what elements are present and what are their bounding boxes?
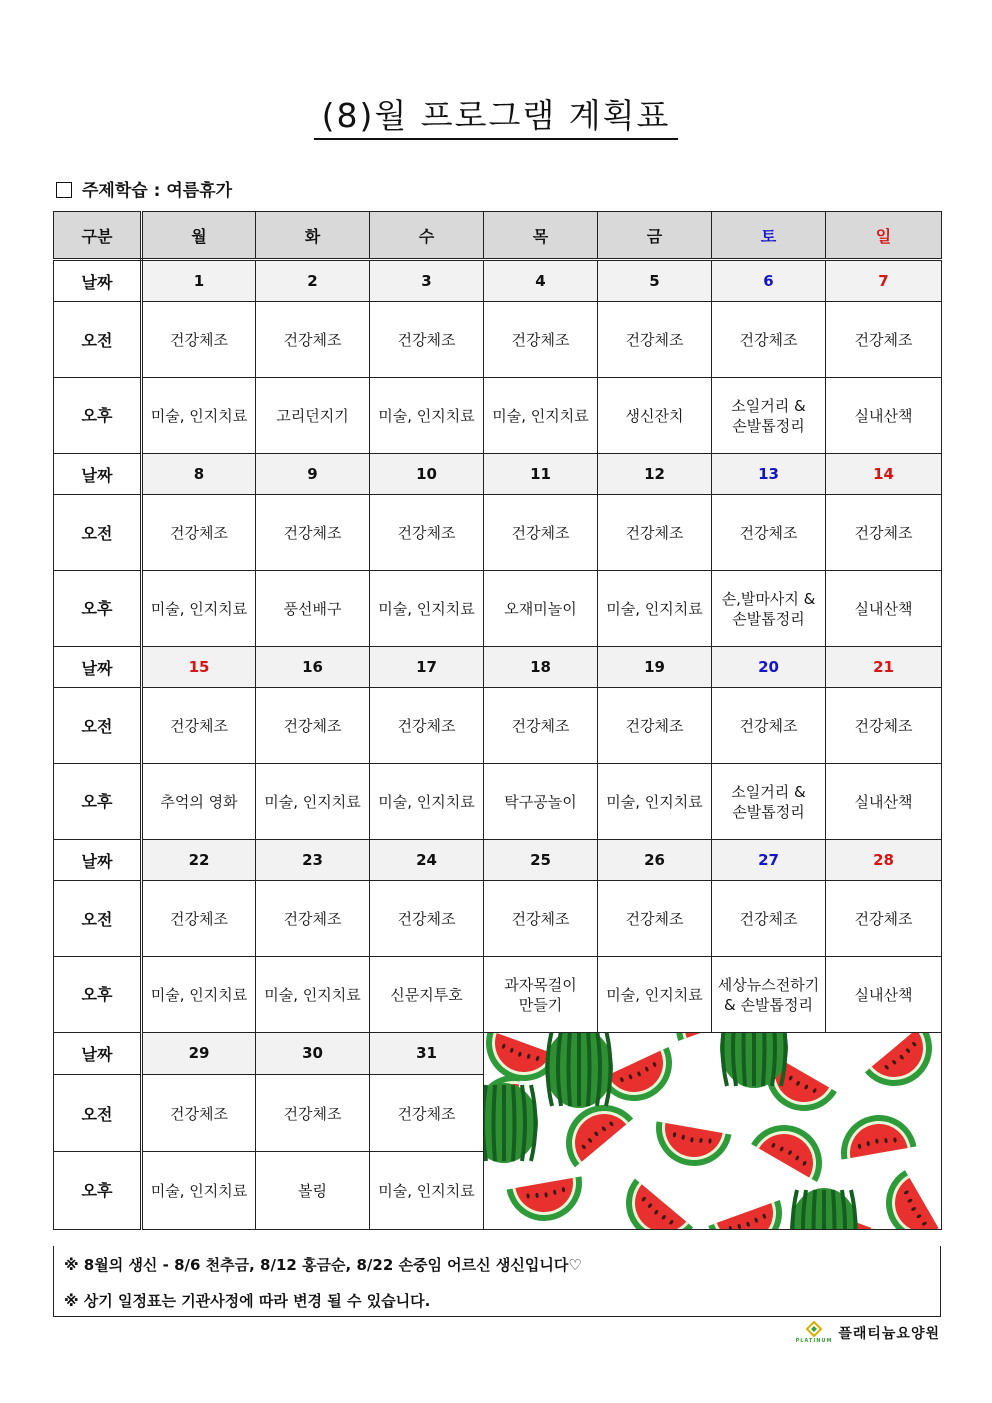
- am-activity: 건강체조: [712, 688, 826, 764]
- am-activity: 건강체조: [484, 688, 598, 764]
- am-activity: 건강체조: [256, 495, 370, 571]
- am-row: [54, 688, 942, 764]
- pm-activity: 소일거리 & 손발톱정리: [712, 378, 826, 454]
- date-cell: 1: [142, 260, 256, 302]
- date-cell: 31: [370, 1033, 484, 1075]
- date-cell: 14: [826, 454, 942, 495]
- date-cell: 28: [826, 840, 942, 881]
- am-activity: 건강체조: [142, 302, 256, 378]
- date-cell: 13: [712, 454, 826, 495]
- am-activity: 건강체조: [598, 302, 712, 378]
- header-day: 월: [142, 212, 256, 260]
- am-activity: 건강체조: [256, 688, 370, 764]
- header-day: 수: [370, 212, 484, 260]
- pm-label: 오후: [54, 764, 142, 840]
- pm-activity: 미술, 인지치료: [370, 764, 484, 840]
- date-cell: 19: [598, 647, 712, 688]
- date-label: 날짜: [54, 260, 142, 302]
- date-cell: 17: [370, 647, 484, 688]
- watermelon-image: [484, 1033, 942, 1230]
- header-day: 일: [826, 212, 942, 260]
- pm-label: 오후: [54, 1152, 142, 1230]
- header-label: 구분: [54, 212, 142, 260]
- pm-activity: 실내산책: [826, 957, 942, 1033]
- pm-row: [54, 378, 942, 454]
- pm-activity: 미술, 인지치료: [598, 957, 712, 1033]
- date-label: 날짜: [54, 647, 142, 688]
- date-cell: 3: [370, 260, 484, 302]
- am-activity: 건강체조: [826, 881, 942, 957]
- date-cell: 8: [142, 454, 256, 495]
- pm-activity: 볼링: [256, 1152, 370, 1230]
- date-cell: 5: [598, 260, 712, 302]
- am-row: [54, 881, 942, 957]
- date-cell: 10: [370, 454, 484, 495]
- pm-activity: 과자목걸이 만들기: [484, 957, 598, 1033]
- theme-text: 주제학습 : 여름휴가: [82, 181, 233, 201]
- pm-activity: 고리던지기: [256, 378, 370, 454]
- am-activity: 건강체조: [256, 1074, 370, 1152]
- header-day: 토: [712, 212, 826, 260]
- change-notice: ※ 상기 일정표는 기관사정에 따라 변경 될 수 있습니다.: [64, 1292, 431, 1310]
- date-cell: 30: [256, 1033, 370, 1075]
- pm-row: [54, 764, 942, 840]
- pm-activity: 실내산책: [826, 571, 942, 647]
- am-activity: 건강체조: [598, 688, 712, 764]
- date-cell: 20: [712, 647, 826, 688]
- am-activity: 건강체조: [826, 688, 942, 764]
- date-label: 날짜: [54, 454, 142, 495]
- am-activity: 건강체조: [142, 1074, 256, 1152]
- am-label: 오전: [54, 881, 142, 957]
- pm-activity: 손,발마사지 & 손발톱정리: [712, 571, 826, 647]
- date-cell: 25: [484, 840, 598, 881]
- am-activity: 건강체조: [370, 302, 484, 378]
- notes-box: [53, 1246, 941, 1317]
- page-title-text: (8)월 프로그램 계획표: [314, 96, 679, 140]
- am-activity: 건강체조: [142, 881, 256, 957]
- pm-activity: 미술, 인지치료: [142, 957, 256, 1033]
- pm-activity: 미술, 인지치료: [142, 1152, 256, 1230]
- header-day: 화: [256, 212, 370, 260]
- pm-label: 오후: [54, 957, 142, 1033]
- am-activity: 건강체조: [370, 495, 484, 571]
- am-label: 오전: [54, 495, 142, 571]
- am-activity: 건강체조: [370, 881, 484, 957]
- am-label: 오전: [54, 302, 142, 378]
- date-cell: 15: [142, 647, 256, 688]
- date-cell: 24: [370, 840, 484, 881]
- date-cell: 9: [256, 454, 370, 495]
- am-activity: 건강체조: [256, 302, 370, 378]
- date-cell: 21: [826, 647, 942, 688]
- pm-activity: 세상뉴스전하기 & 손발톱정리: [712, 957, 826, 1033]
- date-cell: 29: [142, 1033, 256, 1075]
- am-label: 오전: [54, 688, 142, 764]
- date-cell: 27: [712, 840, 826, 881]
- date-cell: 4: [484, 260, 598, 302]
- pm-activity: 풍선배구: [256, 571, 370, 647]
- pm-activity: 미술, 인지치료: [142, 571, 256, 647]
- am-activity: 건강체조: [484, 881, 598, 957]
- date-cell: 11: [484, 454, 598, 495]
- pm-activity: 신문지투호: [370, 957, 484, 1033]
- date-cell: 22: [142, 840, 256, 881]
- am-activity: 건강체조: [484, 302, 598, 378]
- pm-activity: 미술, 인지치료: [598, 764, 712, 840]
- platinum-logo-icon: [796, 1321, 832, 1347]
- pm-label: 오후: [54, 378, 142, 454]
- pm-activity: 실내산책: [826, 764, 942, 840]
- pm-label: 오후: [54, 571, 142, 647]
- am-activity: 건강체조: [142, 495, 256, 571]
- date-label: 날짜: [54, 840, 142, 881]
- am-activity: 건강체조: [712, 881, 826, 957]
- date-row: [54, 1033, 942, 1075]
- pm-activity: 미술, 인지치료: [256, 764, 370, 840]
- pm-activity: 추억의 영화: [142, 764, 256, 840]
- date-row: [54, 647, 942, 688]
- pm-row: [54, 571, 942, 647]
- am-label: 오전: [54, 1074, 142, 1152]
- date-cell: 18: [484, 647, 598, 688]
- am-activity: 건강체조: [598, 881, 712, 957]
- am-activity: 건강체조: [598, 495, 712, 571]
- pm-activity: 실내산책: [826, 378, 942, 454]
- am-activity: 건강체조: [142, 688, 256, 764]
- date-cell: 23: [256, 840, 370, 881]
- pm-activity: 생신잔치: [598, 378, 712, 454]
- header-row: [54, 212, 942, 260]
- am-row: [54, 302, 942, 378]
- pm-activity: 미술, 인지치료: [598, 571, 712, 647]
- am-activity: 건강체조: [826, 302, 942, 378]
- date-row: [54, 454, 942, 495]
- pm-activity: 미술, 인지치료: [484, 378, 598, 454]
- schedule-table: [53, 211, 942, 1230]
- page-title: [0, 96, 992, 140]
- pm-row: [54, 957, 942, 1033]
- am-activity: 건강체조: [826, 495, 942, 571]
- pm-activity: 미술, 인지치료: [370, 571, 484, 647]
- pm-activity: 미술, 인지치료: [370, 1152, 484, 1230]
- pm-activity: 오재미놀이: [484, 571, 598, 647]
- am-activity: 건강체조: [712, 495, 826, 571]
- pm-activity: 미술, 인지치료: [256, 957, 370, 1033]
- theme-line: [56, 176, 232, 201]
- am-activity: 건강체조: [256, 881, 370, 957]
- date-label: 날짜: [54, 1033, 142, 1075]
- pm-activity: 미술, 인지치료: [370, 378, 484, 454]
- brand: [796, 1321, 940, 1347]
- pm-activity: 탁구공놀이: [484, 764, 598, 840]
- date-cell: 16: [256, 647, 370, 688]
- platinum-logo-text: PLATINUM: [796, 1338, 833, 1343]
- checkbox-square-icon: [56, 182, 72, 198]
- brand-name: 플래티늄요양원: [838, 1326, 940, 1342]
- pm-activity: 미술, 인지치료: [142, 378, 256, 454]
- date-row: [54, 260, 942, 302]
- header-day: 금: [598, 212, 712, 260]
- date-row: [54, 840, 942, 881]
- am-activity: 건강체조: [484, 495, 598, 571]
- header-day: 목: [484, 212, 598, 260]
- date-cell: 2: [256, 260, 370, 302]
- date-cell: 26: [598, 840, 712, 881]
- pm-activity: 소일거리 & 손발톱정리: [712, 764, 826, 840]
- date-cell: 12: [598, 454, 712, 495]
- date-cell: 7: [826, 260, 942, 302]
- am-activity: 건강체조: [370, 1074, 484, 1152]
- am-activity: 건강체조: [712, 302, 826, 378]
- birthday-note: ※ 8월의 생신 - 8/6 천추금, 8/12 홍금순, 8/22 손중임 어르신 생신입니다♡: [64, 1256, 582, 1274]
- am-row: [54, 495, 942, 571]
- am-activity: 건강체조: [370, 688, 484, 764]
- date-cell: 6: [712, 260, 826, 302]
